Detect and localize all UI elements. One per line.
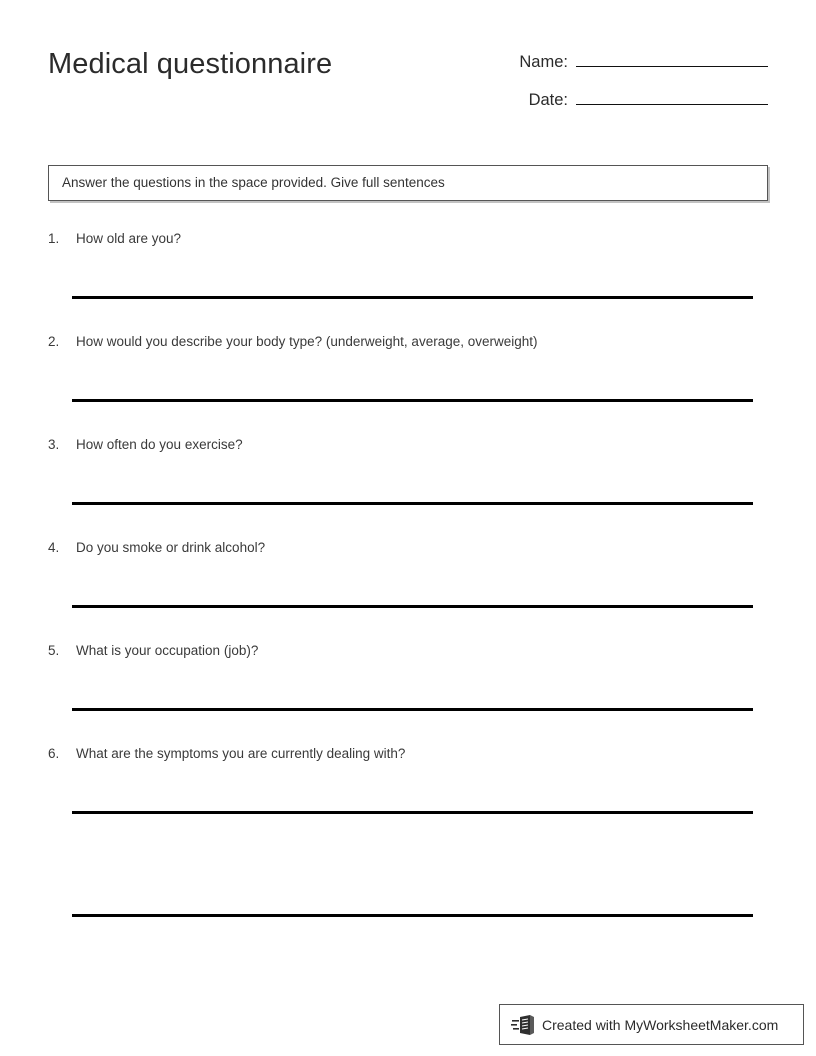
answer-line[interactable] (72, 605, 753, 608)
question-text: What is your occupation (job)? (76, 643, 259, 658)
question-item (48, 230, 768, 333)
worksheet-maker-logo-icon (511, 1013, 537, 1037)
date-field-row (498, 86, 768, 124)
answer-line[interactable] (72, 914, 753, 917)
instruction-box (48, 165, 768, 201)
answer-line[interactable] (72, 399, 753, 402)
page-title: Medical questionnaire (48, 48, 333, 80)
meta-fields-group (498, 48, 768, 124)
instruction-text: Answer the questions in the space provided. Give full sentences (62, 175, 445, 191)
question-heading (48, 436, 768, 456)
question-number: 4. (48, 540, 60, 555)
footer-credit-badge (499, 1004, 804, 1045)
question-text: Do you smoke or drink alcohol? (76, 540, 266, 555)
question-item (48, 745, 768, 951)
answer-line[interactable] (72, 811, 753, 814)
question-number: 6. (48, 746, 60, 761)
page-header (48, 44, 768, 124)
question-text: What are the symptoms you are currently dealing with? (76, 746, 406, 761)
name-field-input[interactable] (576, 48, 768, 67)
question-heading (48, 230, 768, 250)
date-field-input[interactable] (576, 86, 768, 105)
question-list (48, 230, 768, 951)
question-item (48, 539, 768, 642)
question-heading (48, 745, 768, 765)
date-field-label: Date: (528, 91, 568, 109)
footer-credit-text: Created with MyWorksheetMaker.com (542, 1016, 779, 1033)
question-number: 5. (48, 643, 60, 658)
question-heading (48, 539, 768, 559)
question-number: 3. (48, 437, 60, 452)
question-heading (48, 333, 768, 353)
name-field-label: Name: (519, 53, 568, 71)
question-heading (48, 642, 768, 662)
question-text: How often do you exercise? (76, 437, 243, 452)
question-number: 2. (48, 334, 60, 349)
question-number: 1. (48, 231, 60, 246)
question-item (48, 333, 768, 436)
question-item (48, 436, 768, 539)
name-field-row (498, 48, 768, 86)
answer-line[interactable] (72, 502, 753, 505)
answer-line[interactable] (72, 296, 753, 299)
question-text: How would you describe your body type? (underweight, average, overweight) (76, 334, 538, 349)
question-item (48, 642, 768, 745)
answer-line[interactable] (72, 708, 753, 711)
question-text: How old are you? (76, 231, 182, 246)
